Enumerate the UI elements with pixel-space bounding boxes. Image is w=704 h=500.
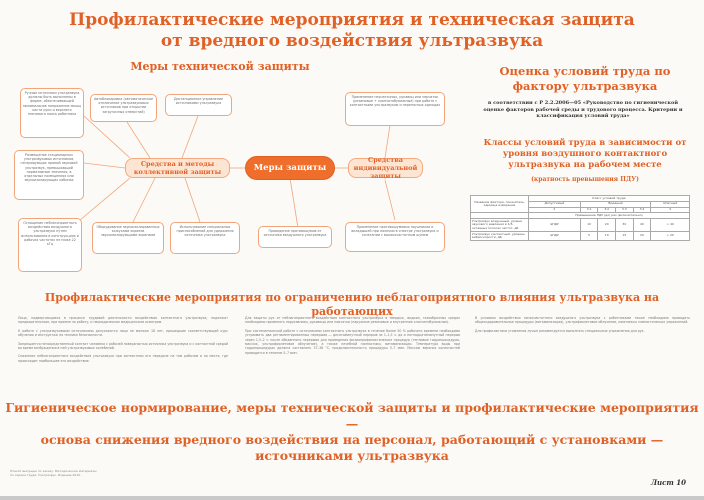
box-earmuffs: Применение противошумовых наушников и вкладышей при наличии в спектре ультразвука и сочетании с высокочастотным шумом bbox=[345, 222, 445, 252]
table-header-c2: 2 bbox=[529, 207, 581, 213]
table-header-c33: 3.3 bbox=[616, 207, 634, 213]
assessment-heading: Оценка условий труда по фактору ультразвука bbox=[499, 64, 671, 93]
table-cell: 15 bbox=[616, 232, 634, 241]
measure-paragraph: Для защиты рук от неблагоприятного воздействия контактного ультразвука в твердых, жидких, газообразных средах необходимо применять нарукавники, рукавицы или перчатки (наружные резиновые и внутренние хлопчатобумажные). bbox=[245, 316, 460, 325]
classes-heading: Классы условий труда в зависимости от уровня воздушного контактного ультразвука на рабочем месте bbox=[483, 138, 687, 170]
conclusion-line-1: Гигиеническое нормирование, меры технической защиты и профилактические мероприятия — bbox=[5, 400, 699, 431]
measure-paragraph: Для профилактики утомления лучше рекомендуется выполнять специальные упражнения для рук. bbox=[475, 328, 645, 333]
box-frequency-design: Оснащение неблагоприятного воздействия воздушного ультразвука путем использования в конструкциях и рабочих частотах не ниже 22 кГц bbox=[18, 218, 82, 272]
table-header-c31: 3.1 bbox=[580, 207, 598, 213]
table-cell: 20 bbox=[598, 219, 616, 232]
box-soundproof-casings: Оборудование звукоизолированных кожухами экранов звукоизолирующими экранами bbox=[92, 222, 164, 254]
box-autoblocking: Автоблокировка (автоматическое отключение ультразвуковых источников при открытии загрузочных отверстий) bbox=[90, 94, 157, 122]
table-row bbox=[471, 232, 690, 241]
table-cell: > 40 bbox=[651, 219, 690, 232]
collective-protection-node: Средства и методы коллективной защиты bbox=[125, 158, 230, 178]
table-cell-name: Ультразвук воздушный, уровни звукового давления в 1/3-октавных полосах частот, дБ bbox=[471, 219, 529, 232]
measures-column-1 bbox=[18, 316, 228, 367]
title-line-1: Профилактические мероприятия и техническая защита bbox=[69, 10, 635, 30]
table-header-c32: 3.2 bbox=[598, 207, 616, 213]
individual-protection-node: Средства индивидуальной защиты bbox=[348, 158, 423, 178]
box-holding-devices: Использование специальных приспособлений для удержания источника ультразвука bbox=[170, 222, 240, 254]
measures-column-3 bbox=[475, 316, 690, 337]
table-row bbox=[471, 219, 690, 232]
table-header-allowable: Допустимый bbox=[529, 201, 581, 207]
classes-note: (кратность превышения ПДУ) bbox=[531, 176, 639, 183]
table-cell: 10 bbox=[598, 232, 616, 241]
measure-paragraph: При систематической работе с источниками контактного ультразвука в течение более 50 % рабочего времени необходимо устраивать два регламентированных перерыва — десятиминутный перерыв за 1–1,5 ч. до и пятнадцатиминутный перерыв через 1,5–2 ч. после обеденного перерыва для проведения физиопрофилактических процедур (тепловые гидропроцедуры, массаж, ультрафиолетовое облучение), а также лечебной гимнастики, витаминизации. Температура воды при гидропроцедурах должна составлять 37–38 °С, продолжительность процедуры 5–7 мин. Массаж верхних конечностей проводится в течение 5–7 мин. bbox=[245, 328, 460, 355]
conclusion-line-2: основа снижения вредного воздействия на персонал, работающий с установками — bbox=[40, 432, 664, 447]
table-cell-name: Ультразвук контактный, уровень виброскорости, дБ bbox=[471, 232, 529, 241]
sheet-number: Лист 10 bbox=[650, 478, 686, 487]
conclusion-line-3: источниками ультразвука bbox=[255, 448, 449, 463]
table-cell: ≤ПДУ bbox=[529, 219, 581, 232]
table-header-dangerous: Опасный bbox=[651, 201, 690, 207]
box-isolated-placement: Размещение стационарных ультразвуковых источников, генерирующих прямой звуковой ультразвук, превышающий нормативные значения, в отдельных помещениях или звукоизолирующих кабинах bbox=[14, 150, 84, 200]
measure-paragraph: Снижение неблагоприятного воздействия ультразвука при контактном его передаче на том рабочем и на месте, где происходит наибольшее его воздействие. bbox=[18, 354, 228, 363]
footer-imprint: Плакат выпущен по заказу. Методические материалы по охране труда. Ультразвук. Издание 2010. bbox=[10, 469, 97, 477]
table-cell: > 20 bbox=[651, 232, 690, 241]
table-cell: ≤ПДУ bbox=[529, 232, 581, 241]
title-line-2: от вредного воздействия ультразвука bbox=[160, 31, 544, 51]
preventive-measures-heading: Профилактические мероприятия по ограничению неблагоприятного влияния ультразвука на работающих bbox=[44, 291, 660, 318]
box-noise-protection: Проведение противошумов от источника воздушного ультразвука bbox=[258, 226, 332, 248]
table-cell: 20 bbox=[633, 232, 651, 241]
box-gloves: Применение перчаточных, рукавиц или перчаток (резиновые + хлопчатобумажные) при работе с контактными ультразвуком и переносных одеждах bbox=[345, 92, 445, 126]
table-header-factor: Название фактора, показатель, единица измерения bbox=[471, 196, 529, 213]
conclusion-text bbox=[0, 400, 704, 464]
table-header-harmful: Вредный bbox=[580, 201, 651, 207]
measure-paragraph: В условиях воздействия низкочастотного воздушного ультразвука с работниками также необходимо проводить общеоздоровительные процедуры (витаминизация), ультрафиолетовое облучение, комплексы гимнастических упражнений. bbox=[475, 316, 690, 325]
technical-protection-heading: Меры технической защиты bbox=[130, 60, 310, 73]
table-header-c4: 4 bbox=[651, 207, 690, 213]
measures-column-2 bbox=[245, 316, 460, 359]
measure-paragraph: Лица, подвергающиеся в процессе трудовой деятельности воздействию контактного ультразвука, подлежат предварительным, при приеме на работу, и периодическим медицинским осмотрам. bbox=[18, 316, 228, 325]
table-cell: 10 bbox=[580, 219, 598, 232]
assessment-reference: в соответствии с Р 2.2.2006—05 «Руководство по гигиенической оценке факторов рабочей среды и трудового процесса. Критерии и классификация условий труда» bbox=[483, 100, 683, 119]
classes-table bbox=[470, 195, 690, 241]
measure-paragraph: К работе с ультразвуковыми источниками допускаются лица не моложе 18 лет, прошедшие соответствующий курс обучения и инструктаж по технике безопасности. bbox=[18, 328, 228, 338]
table-header-c34: 3.4 bbox=[633, 207, 651, 213]
table-cell: 5 bbox=[580, 232, 598, 241]
table-cell: 40 bbox=[633, 219, 651, 232]
table-header-class: Класс условий труда bbox=[529, 196, 690, 202]
measure-paragraph: Запрещается непосредственный контакт человека с рабочей поверхностью источника ультразвука и с контактной средой во время возбуждения в ней ультразвуковых колебаний. bbox=[18, 341, 228, 351]
table-cell: 30 bbox=[616, 219, 634, 232]
protection-measures-node: Меры защиты bbox=[245, 156, 335, 180]
box-ergonomic-handheld: Ручные источники ультразвука должны быть выполнены в форме, обеспечивающей минимальное напряжение мышц кисти руки и верхнего плечевого пояса работника bbox=[20, 88, 84, 138]
table-header-excess: Превышение ПДУ (до) раз (включительно) bbox=[529, 213, 690, 219]
box-remote-control: Дистанционное управление источниками ультразвука bbox=[165, 94, 232, 116]
